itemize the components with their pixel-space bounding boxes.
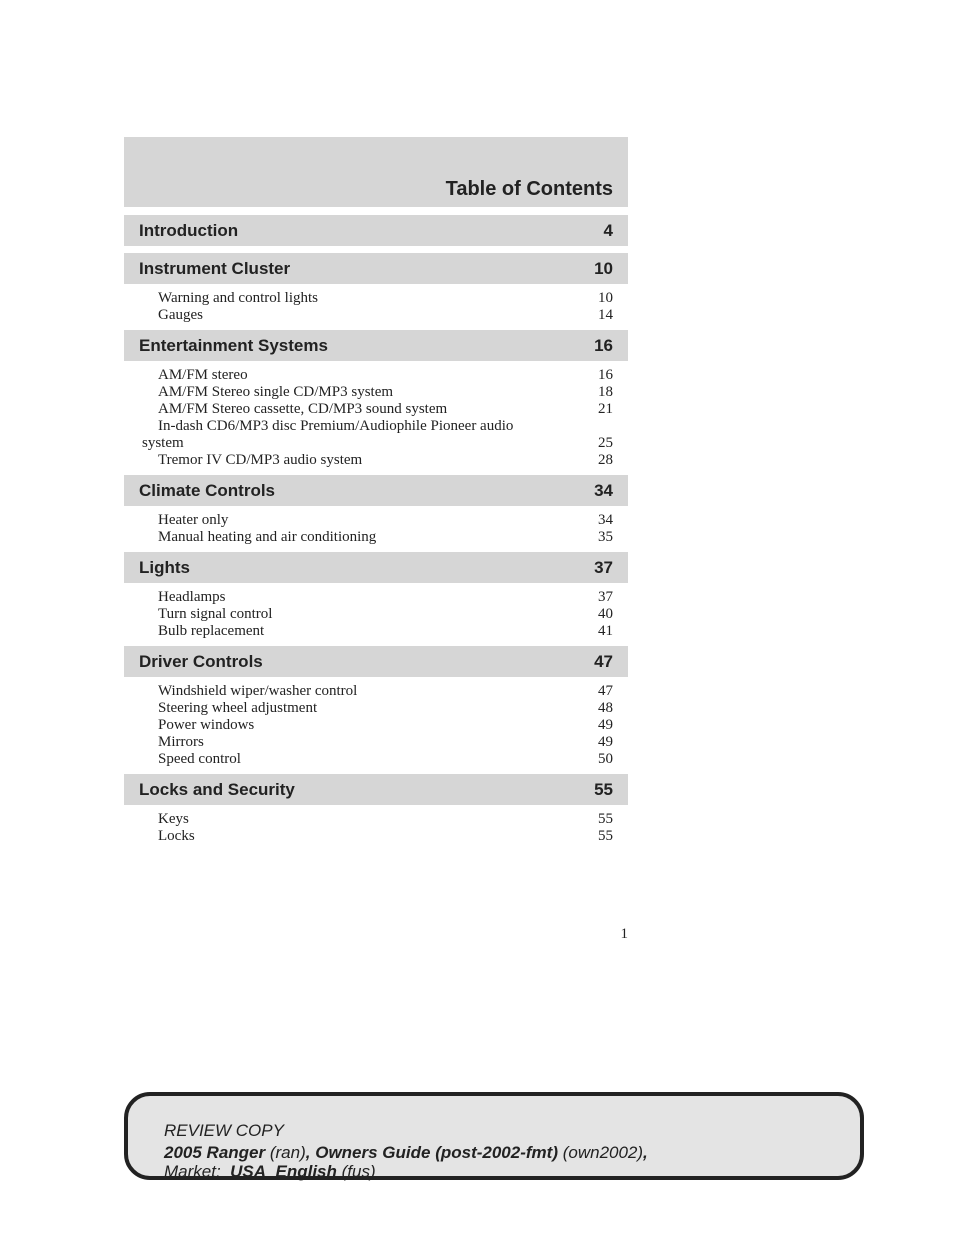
review-sep-1: , <box>305 1143 316 1162</box>
toc-entry[interactable] <box>158 700 613 717</box>
toc-entry-page: 55 <box>598 828 613 844</box>
toc-section-page: 34 <box>594 480 613 500</box>
toc-section-page: 37 <box>594 557 613 577</box>
toc-entry-title: Turn signal control <box>158 606 273 622</box>
toc-entry-title: AM/FM Stereo single CD/MP3 system <box>158 384 394 400</box>
toc-entry-title: Tremor IV CD/MP3 audio system <box>158 452 363 468</box>
toc-entry-page: 25 <box>598 435 613 451</box>
toc-entry-page: 41 <box>598 623 613 639</box>
toc-entry[interactable] <box>158 683 613 700</box>
toc-entry[interactable] <box>158 307 613 324</box>
page-number: 1 <box>620 926 628 942</box>
toc-entry-list <box>124 506 628 546</box>
toc-header <box>124 137 628 207</box>
toc-entry-page: 34 <box>598 512 613 528</box>
toc-entry-page: 14 <box>598 307 613 323</box>
toc-entry[interactable] <box>158 623 613 640</box>
toc-entry-title: Manual heating and air conditioning <box>158 529 377 545</box>
toc-section-page: 47 <box>594 651 613 671</box>
toc-entry-list <box>124 677 628 768</box>
toc-entry-title: Bulb replacement <box>158 623 265 639</box>
toc-entry-title-line2: system <box>142 435 184 451</box>
toc-entry-title: Heater only <box>158 512 229 528</box>
toc-entry[interactable] <box>158 529 613 546</box>
toc-entry-page: 40 <box>598 606 613 622</box>
toc-entry[interactable] <box>158 512 613 529</box>
toc-section-1[interactable] <box>124 253 628 284</box>
toc-entry-page: 55 <box>598 811 613 827</box>
toc-entry-page: 28 <box>598 452 613 468</box>
toc-body <box>124 215 628 845</box>
review-model: 2005 Ranger <box>164 1143 266 1162</box>
toc-entry[interactable] <box>158 290 613 307</box>
toc-entry-page: 37 <box>598 589 613 605</box>
toc-entry-page: 18 <box>598 384 613 400</box>
toc-entry[interactable] <box>158 811 613 828</box>
toc-entry-page: 49 <box>598 734 613 750</box>
toc-entry[interactable] <box>158 367 613 384</box>
review-copy-box <box>124 1092 864 1180</box>
toc-entry-title: Windshield wiper/washer control <box>158 683 358 699</box>
toc-entry-title: Power windows <box>158 717 255 733</box>
toc-section-page: 55 <box>594 779 613 799</box>
toc-entry[interactable] <box>158 828 613 845</box>
toc-entry-list <box>124 805 628 845</box>
table-of-contents <box>124 137 628 844</box>
toc-section-page: 16 <box>594 335 613 355</box>
toc-entry-page: 10 <box>598 290 613 306</box>
toc-title: Table of Contents <box>445 178 613 200</box>
toc-entry-page: 16 <box>598 367 613 383</box>
toc-section-4[interactable] <box>124 552 628 583</box>
toc-entry-title-line1: In-dash CD6/MP3 disc Premium/Audiophile Pioneer audio <box>158 418 514 434</box>
toc-entry-page: 48 <box>598 700 613 716</box>
toc-entry-page: 35 <box>598 529 613 545</box>
toc-entry[interactable] <box>142 418 613 452</box>
toc-section-2[interactable] <box>124 330 628 361</box>
review-market-code: (fus) <box>341 1162 376 1181</box>
toc-section-0[interactable] <box>124 215 628 246</box>
toc-entry[interactable] <box>158 589 613 606</box>
toc-entry-title: Gauges <box>158 307 203 323</box>
review-market: USA_English <box>230 1162 337 1181</box>
toc-entry[interactable] <box>158 452 613 469</box>
review-market-line <box>164 1161 376 1182</box>
toc-entry-title: Keys <box>158 811 189 827</box>
toc-entry-page: 21 <box>598 401 613 417</box>
toc-entry-title: Warning and control lights <box>158 290 319 306</box>
toc-entry-title: AM/FM Stereo cassette, CD/MP3 sound system <box>158 401 448 417</box>
toc-entry-title: AM/FM stereo <box>158 367 248 383</box>
review-guide: Owners Guide (post-2002-fmt) <box>315 1143 558 1162</box>
review-market-label: Market: <box>164 1162 221 1181</box>
toc-entry-list <box>124 361 628 469</box>
toc-entry[interactable] <box>158 734 613 751</box>
toc-section-title: Lights <box>139 557 190 577</box>
toc-entry[interactable] <box>158 401 613 418</box>
toc-entry-page: 50 <box>598 751 613 767</box>
review-sep-2: , <box>643 1143 648 1162</box>
toc-entry-page: 47 <box>598 683 613 699</box>
toc-entry[interactable] <box>158 384 613 401</box>
toc-entry-title: Steering wheel adjustment <box>158 700 318 716</box>
toc-section-title: Introduction <box>139 220 239 240</box>
toc-section-title: Instrument Cluster <box>139 258 291 278</box>
toc-section-3[interactable] <box>124 475 628 506</box>
toc-entry[interactable] <box>158 751 613 768</box>
toc-section-title: Entertainment Systems <box>139 335 328 355</box>
toc-section-page: 10 <box>594 258 613 278</box>
review-guide-line <box>164 1142 648 1163</box>
toc-entry-list <box>124 583 628 640</box>
toc-entry-list <box>124 284 628 324</box>
toc-entry-title: Headlamps <box>158 589 226 605</box>
review-guide-code: (own2002) <box>562 1143 644 1162</box>
toc-section-page: 4 <box>603 220 613 240</box>
review-copy-label: REVIEW COPY <box>164 1121 284 1140</box>
toc-entry-title: Speed control <box>158 751 241 767</box>
toc-section-title: Driver Controls <box>139 651 263 671</box>
toc-section-title: Climate Controls <box>139 480 276 500</box>
toc-entry-title: Mirrors <box>158 734 204 750</box>
toc-section-title: Locks and Security <box>139 779 295 799</box>
toc-entry-page: 49 <box>598 717 613 733</box>
toc-entry[interactable] <box>158 717 613 734</box>
toc-section-6[interactable] <box>124 774 628 805</box>
toc-entry[interactable] <box>158 606 613 623</box>
toc-section-5[interactable] <box>124 646 628 677</box>
review-model-code: (ran) <box>269 1143 306 1162</box>
toc-entry-title: Locks <box>158 828 195 844</box>
toc-entry-title <box>142 418 583 452</box>
